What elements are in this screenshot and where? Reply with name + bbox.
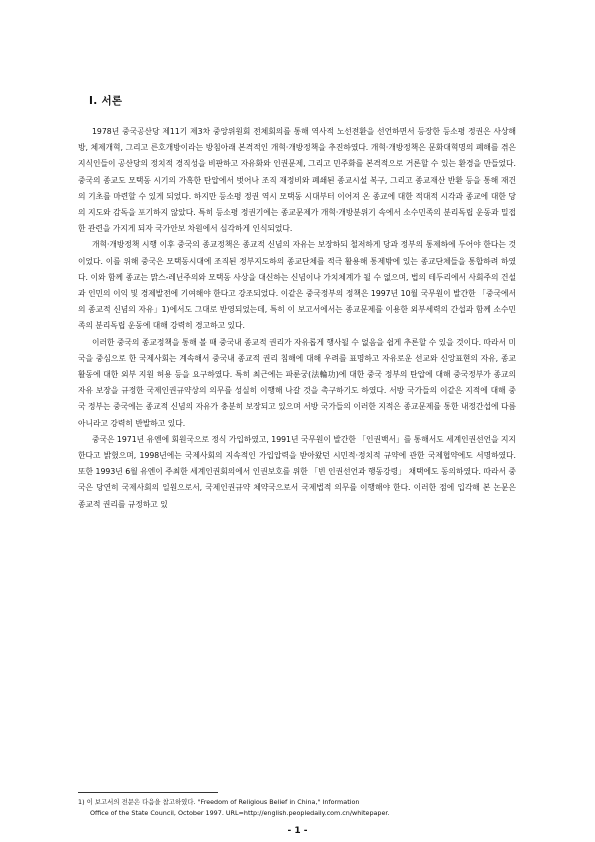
paragraph-4: 중국은 1971년 유엔에 회원국으로 정식 가입하였고, 1991년 국무원이 발간한 「인권백서」를 통해서도 세계인권선언을 지지한다고 밝혔으며, 1998년에는 국제사회의 지속적인 가입압력을 받아왔던 시민적·정치적 규약에 관한 국제협약에도 서명하였다. 또한 1993년 6월 유엔이 주최한 세계인권회의에서 인권보호를 위한 「빈 인권선언과 행동강령」 채택에도 동의하였다. 따라서 중국은 당연히 국제사회의 일원으로서, 국제인권규약 체약국으로서 국제법적 의무를 이행해야 한다. 이러한 점에 입각해 본 논문은 종교적 권리를 규정하고 있 — [78, 434, 516, 509]
section-heading: Ⅰ. 서론 — [89, 95, 123, 107]
footnote-line-1: 1) 이 보고서의 전문은 다음을 참고하였다. "Freedom of Religious Belief in China," Information — [78, 798, 360, 806]
footnote — [78, 797, 518, 819]
paragraph-2: 개혁·개방정책 시행 이후 중국의 종교정책은 종교적 신념의 자유는 보장하되 철저하게 당과 정부의 통제하에 두어야 한다는 것이었다. 이를 위해 중국은 모택동시대에 조직된 정부지도하의 종교단체를 적극 활용해 통제밖에 있는 종교단체들을 통합하려 하였다. 이와 함께 종교는 맑스-레닌주의와 모택동 사상을 대신하는 신념이나 가치체계가 될 수 없으며, 법의 테두리에서 사회주의 건설과 인민의 이익 및 경제발전에 기여해야 한다고 강조되었다. 이같은 중국정부의 정책은 1997년 10월 국무원이 발간한 「중국에서의 종교적 신념의 자유」1)에서도 그대로 반영되었는데, 특히 이 보고서에서는 종교문제를 이용한 외부세력의 간섭과 함께 소수민족의 분리독립 운동에 대해 강력히 경고하고 있다. — [78, 240, 516, 331]
paragraph-1: 1978년 중국공산당 제11기 제3차 중앙위원회 전체회의를 통해 역사적 노선전환을 선언하면서 등장한 등소평 정권은 사상해방, 체제개혁, 그리고 른호개방이라는 방침아래 본격적인 개혁·개방정책을 추진하였다. 개혁·개방정책은 문화대혁명의 폐해를 겪은 지식인들이 공산당의 정치적 경직성을 비판하고 자유화와 인권문제, 그리고 민주화를 본격적으로 거론할 수 있는 환경을 만들었다. 중국의 종교도 모택동 시기의 가혹한 탄압에서 벗어나 조직 재정비와 폐쇄된 종교시설 복구, 그리고 종교재산 반환 등을 통해 재건의 기초를 마련할 수 있게 되었다. 하지만 등소평 정권 역시 모택동 시대부터 이어져 온 종교에 대한 적대적 시각과 종교에 대한 당의 지도와 감독을 포기하지 않았다. 특히 등소평 정권기에는 종교문제가 개혁·개방분위기 속에서 소수민족의 분리독립 운동과 밀접한 관련을 가지게 되자 국가안보 차원에서 심각하게 인식되었다. — [78, 127, 516, 234]
footnote-line-2: Office of the State Council, October 1997. URL=http://english.peopledaily.com.cn/whitepaper. — [90, 809, 390, 817]
footnote-divider — [78, 792, 218, 793]
paragraph-3: 이러한 중국의 종교정책을 통해 볼 때 중국내 종교적 권리가 자유롭게 행사될 수 없음을 쉽게 추론할 수 있을 것이다. 따라서 미국을 중심으로 한 국제사회는 계속해서 중국내 종교적 권리 침해에 대해 우려를 표명하고 자유로운 선교와 신앙표현의 자유, 종교활동에 대한 외부 지원 허용 등을 요구하였다. 특히 최근에는 파룬궁(法輪功)에 대한 중국 정부의 탄압에 대해 중국정부가 종교의 자유 보장을 규정한 국제인권규약상의 의무를 성실히 이행해 나갈 것을 촉구하기도 하였다. 서방 국가들의 이같은 지적에 대해 중국 정부는 중국에는 종교적 신념의 자유가 충분히 보장되고 있으며 서방 국가들의 이러한 지적은 종교문제를 통한 내정간섭에 다름 아니라고 강력히 반발하고 있다. — [78, 337, 516, 428]
body-text — [78, 124, 516, 513]
page-number: - 1 - — [287, 826, 308, 836]
